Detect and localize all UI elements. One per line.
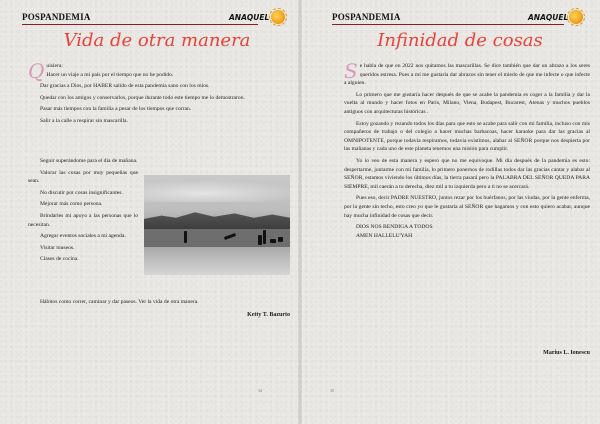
article-title: Infinidad de cosas — [377, 30, 543, 51]
photo-sea — [144, 229, 290, 249]
closing-line: AMEN HALLELU'YAH — [356, 232, 413, 239]
paragraph: Pasar más tiempos con la familia a pesar de los tiempos que corran. — [40, 106, 192, 113]
paragraph: Estoy gozando y rezando todos los días para que esto se acabe para salir con mi familia, incluso con mis compañeros de trabajo o del colegio a hacer muchas barbacoas, hacer karaoke para dar las gracias al OMNIPOTENTE, porque todavía respiramos, todavía existimos, alabar al SEÑOR porque nos despierta por las mañanas y cada uno de este planeta tenemos una misión para cumplir. — [344, 120, 590, 153]
paragraph: Clases de cocina. — [40, 256, 79, 263]
page-number: 34 — [258, 388, 262, 393]
paragraph: Agregar eventos sociales a mi agenda. — [40, 233, 126, 240]
closing-line: DIOS NOS BENDIGA A TODOS — [356, 224, 433, 231]
paragraph: e habla de que en 2022 nos quitamos las mascarillas. Se dice también que dar un abrazo a los seres queridos estresa. Pues a mí me gustaría dar abrazos sin tener el miedo de que me infecte o que infecte a alguien. — [344, 63, 590, 87]
paragraph: Salir a la calle a respirar sin mascarilla. — [40, 117, 128, 124]
photo-sand — [144, 247, 290, 275]
photo-figure — [184, 231, 187, 243]
author-signature: Marius L. Ionescu — [543, 350, 590, 356]
paragraph: Valorar las cosas por muy pequeñas que sean. — [28, 169, 138, 185]
photo-clouds — [144, 180, 290, 202]
paragraph: Brindarles mi apoyo a las personas que lo necesitan. — [28, 212, 138, 228]
paragraph: Hábitos como correr, caminar y dar paseos. Ver la vida de otra manera. — [40, 299, 199, 305]
paragraph: Quedar con los amigos y conservarlos, porque durante todo este tiempo me lo demostraron. — [40, 94, 245, 101]
paragraph: No discutir por cosas insignificantes. — [40, 189, 123, 196]
section-label: POSPANDEMIA — [22, 12, 91, 22]
brand-label: ANAQUEL — [528, 13, 569, 22]
photo-figure — [278, 237, 283, 242]
paragraph: Visitar museos. — [40, 244, 75, 251]
paragraph: Seguir superándome para el día de mañana. — [40, 158, 138, 164]
paragraph: Dar gracias a Dios, por HABER salido de esta pandemia sano con los míos. — [40, 83, 210, 90]
paragraph: uisiera: — [46, 63, 63, 69]
right-page — [300, 0, 600, 424]
article-body-side — [28, 157, 138, 264]
drop-cap: Q — [28, 59, 45, 83]
article-title: Vida de otra manera — [63, 30, 251, 51]
header-rule — [332, 24, 564, 25]
author-signature: Ketty T. Bazurto — [247, 312, 290, 318]
sun-logo-icon — [271, 10, 285, 24]
paragraph: Lo primero que me gustaría hacer después de que se acabe la pandemia es coger a la familia y dar la vuelta al mundo y hacer fotos en París, Milano, Viena, Budapest, Bucarest, Atenas y muchos pueblos antiguos con arquitecturas históricas . — [344, 91, 590, 115]
photo-figure — [270, 239, 276, 243]
paragraph: Hacer un viaje a mi país por el tiempo que no he podido. — [46, 71, 174, 78]
beach-photo — [144, 175, 290, 275]
paragraph: Pues eso, decir PADRE NUESTRO, juntos rezar por los huérfanos, por las viudas, por la gente enferma, por la gente sin techo, esto creo yo que le gustaría al SEÑOR que hagamos y con esto quiero acabar, aunque hay mucha infinidad de cosas que decir. — [344, 195, 590, 219]
brand-label: ANAQUEL — [229, 13, 270, 22]
photo-figure — [258, 235, 262, 245]
section-label: POSPANDEMIA — [332, 12, 401, 22]
paragraph: Mejorar más como persona. — [40, 201, 103, 208]
sun-logo-icon — [569, 10, 583, 24]
paragraph: Yo lo veo de esta manera y espero que no me equivoque. Mi día después de la pandemia es esto: despertarme, juntarme con mi familia, lo primero ponernos de rodillas todos dar las gracias cantar y alabar al SEÑOR, estamos viviendo los últimos días, la tierra pasará pero la PALABRA DEL SEÑOR QUEDA PARA SIEMPRE, mil caerán a tu derecha, diez mil a tu izquierda pero a ti no se acercará. — [344, 157, 590, 190]
page-number: 35 — [330, 388, 334, 393]
article-body-top — [28, 59, 290, 126]
article-body — [344, 59, 590, 240]
article-body-bottom — [28, 298, 290, 307]
drop-cap: S — [344, 59, 358, 83]
header-rule — [22, 24, 258, 25]
photo-mountains — [144, 209, 290, 231]
photo-figure — [263, 230, 266, 244]
